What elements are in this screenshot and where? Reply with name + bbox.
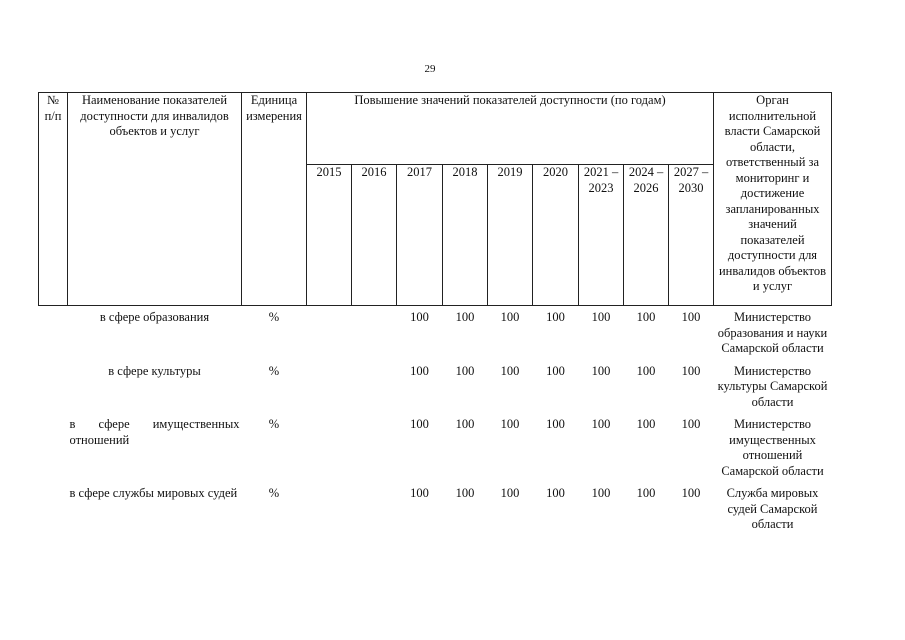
row-org: Министерство имущественных отношений Самарской области [721,417,824,478]
row-value: 100 [636,417,656,431]
header-year: 2021 – 2023 [579,165,624,306]
header-year: 2020 [533,165,579,306]
row-org: Служба мировых судей Самарской области [726,486,819,531]
row-value [307,413,352,482]
row-org: Министерство образования и науки Самарской области [717,310,828,355]
row-value: 100 [546,417,565,431]
header-year: 2024 – 2026 [624,165,669,306]
header-year: 2017 [397,165,443,306]
header-year: 2015 [307,165,352,306]
row-value: 100 [636,486,656,500]
row-unit: % [268,363,280,378]
row-value: 100 [681,310,701,324]
row-value [307,360,352,414]
row-value: 100 [455,486,475,500]
header-year: 2016 [352,165,397,306]
row-unit: % [268,310,280,324]
row-value [307,306,352,360]
row-value: 100 [636,363,656,378]
row-unit: % [268,486,280,500]
row-num [39,482,68,536]
row-value: 100 [681,486,701,500]
row-name: в сфере культуры [108,363,201,378]
row-value: 100 [455,417,475,431]
header-year: 2027 – 2030 [669,165,714,306]
row-value: 100 [500,417,520,431]
row-value [307,482,352,536]
row-value: 100 [591,310,611,324]
row-name: в сфере образования [99,310,210,324]
row-name: в сфере имущественных отношений [69,417,240,447]
row-value: 100 [546,486,565,500]
row-value: 100 [500,486,520,500]
row-num [39,360,68,414]
row-value: 100 [591,417,611,431]
row-value: 100 [410,310,429,324]
row-value: 100 [546,363,565,378]
table-row [39,413,832,482]
row-value: 100 [410,486,429,500]
row-value: 100 [455,363,475,378]
row-value: 100 [455,310,475,324]
row-value [352,482,397,536]
row-num [39,306,68,360]
row-value [352,413,397,482]
row-num [39,413,68,482]
table-row [39,306,832,360]
header-name: Наименование показателей доступности для инвалидов объектов и услуг [68,93,242,306]
row-value: 100 [410,363,429,378]
page-number: 29 [424,63,436,75]
header-years-group: Повышение значений показателей доступности (по годам) [307,93,714,165]
header-num: № п/п [39,93,68,306]
row-value: 100 [591,486,611,500]
row-value: 100 [546,310,565,324]
row-value: 100 [500,310,520,324]
row-unit: % [268,417,280,431]
header-row-1 [39,93,832,165]
table-row [39,360,832,414]
header-org: Орган исполнительной власти Самарской области, ответственный за мониторинг и достижение запланированных значений показателей доступности для инвалидов объектов и услуг [714,93,832,306]
header-year: 2019 [488,165,533,306]
row-value: 100 [500,363,520,378]
row-value: 100 [410,417,429,431]
row-value [352,306,397,360]
row-value [352,360,397,414]
row-value: 100 [591,363,611,378]
row-value: 100 [681,363,701,378]
row-value: 100 [681,417,701,431]
row-org: Министерство культуры Самарской области [717,363,828,409]
header-unit: Единица измерения [242,93,307,306]
accessibility-indicators-table [38,92,832,536]
header-year: 2018 [443,165,488,306]
table-row [39,482,832,536]
row-value: 100 [636,310,656,324]
row-name: в сфере службы мировых судей [69,486,238,500]
